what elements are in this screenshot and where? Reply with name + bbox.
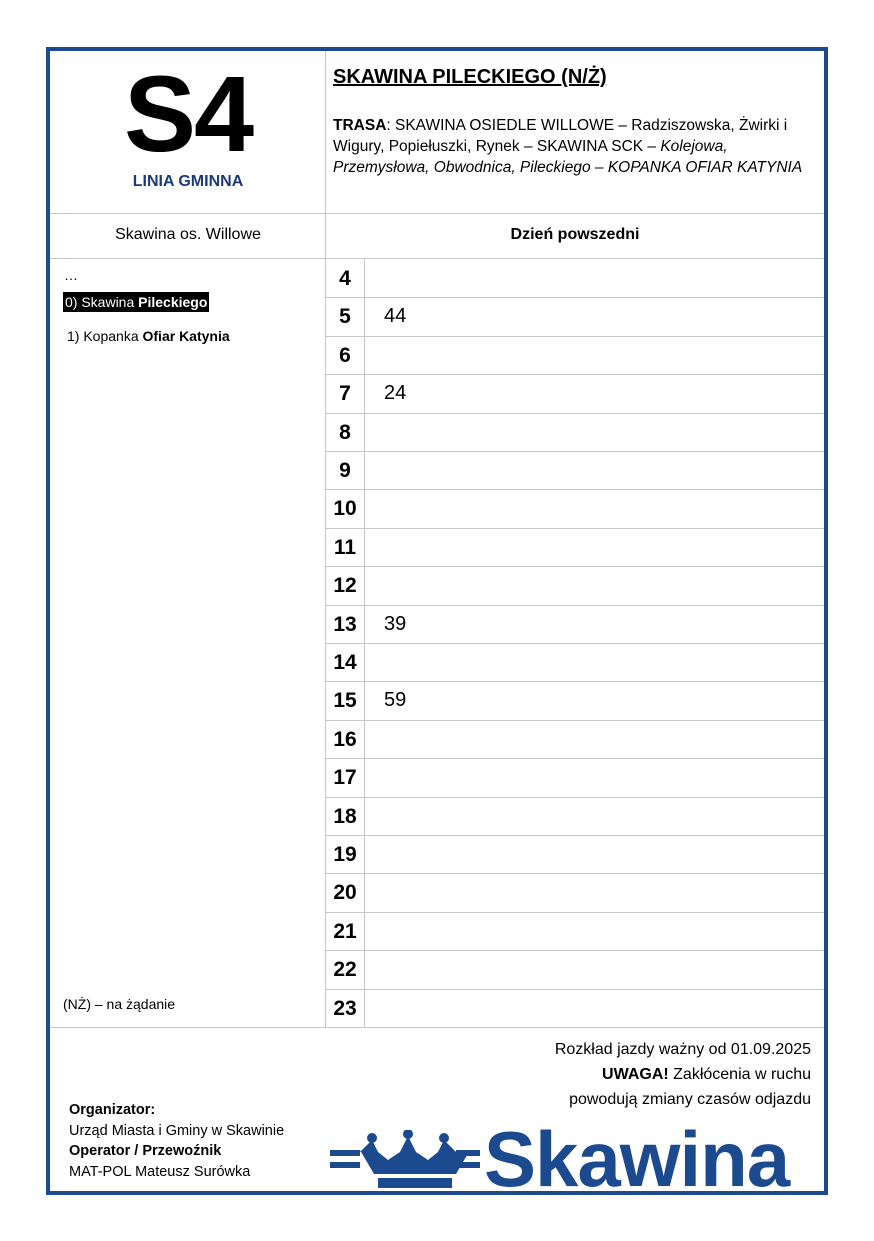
current-stop <box>63 292 209 312</box>
hour-cell: 9 <box>339 459 351 482</box>
line-type: LINIA GMINNA <box>132 173 244 190</box>
hour-cell: 6 <box>339 343 351 367</box>
route-part1: : SKAWINA OSIEDLE WILLOWE – Radziszowska, Żwirki i Wigury, Popiełuszki, Rynek – SKAWINA SCK – <box>333 117 788 155</box>
hour-cell: 4 <box>339 267 351 290</box>
operator-name: MAT-POL Mateusz Surówka <box>69 1163 251 1180</box>
warning-line <box>555 1062 811 1087</box>
hour-cell: 13 <box>333 612 357 636</box>
row-divider <box>326 797 824 798</box>
row-divider <box>326 297 824 298</box>
minutes-cell: 39 <box>384 612 407 635</box>
hour-cell: 19 <box>333 843 357 866</box>
row-divider <box>326 912 824 913</box>
row-divider <box>326 489 824 490</box>
row-divider <box>326 681 824 682</box>
row-divider <box>326 605 824 606</box>
row-divider <box>326 643 824 644</box>
minutes-cell: 44 <box>384 305 407 328</box>
row-divider <box>326 989 824 990</box>
route-description <box>333 115 823 178</box>
hour-cell: 14 <box>333 651 357 674</box>
minutes-cell: 59 <box>384 689 407 712</box>
hour-cell: 22 <box>333 958 357 982</box>
next-stop <box>67 326 230 346</box>
organizer-info <box>69 1100 284 1182</box>
hour-cell: 8 <box>339 420 351 444</box>
stops-ellipsis: … <box>64 267 78 283</box>
next-stop-name: Ofiar Katynia <box>142 328 230 344</box>
row-divider <box>326 758 824 759</box>
hour-cell: 15 <box>333 689 357 713</box>
line-code: S4 <box>123 53 253 174</box>
logo-text: Skawina <box>484 1115 790 1203</box>
route-label: TRASA <box>333 117 387 134</box>
warning-text-1: Zakłócenia w ruchu <box>668 1066 811 1083</box>
row-divider <box>326 835 824 836</box>
row-divider <box>326 873 824 874</box>
hour-cell: 11 <box>333 535 357 559</box>
hour-cell: 17 <box>333 766 357 790</box>
header-bottom-line <box>50 213 824 214</box>
current-stop-name: Pileckiego <box>138 294 208 310</box>
organizer-name: Urząd Miasta i Gminy w Skawinie <box>69 1122 285 1139</box>
route-part2: Kolejowa, Przemysłowa, Obwodnica, Pileckiego – KOPANKA OFIAR KATYNIA <box>333 138 803 176</box>
row-divider <box>326 336 824 337</box>
warning-text-2: powodują zmiany czasów odjazdu <box>569 1091 811 1108</box>
direction-label: Skawina os. Willowe <box>115 226 261 243</box>
hour-cell: 10 <box>333 497 357 521</box>
row-divider <box>326 413 824 414</box>
row-divider <box>326 528 824 529</box>
row-divider <box>326 451 824 452</box>
direction-bottom-line <box>50 258 824 259</box>
operator-label: Operator / Przewoźnik <box>69 1143 222 1159</box>
hour-cell: 21 <box>333 919 357 943</box>
valid-from: Rozkład jazdy ważny od 01.09.2025 <box>554 1041 811 1058</box>
hour-cell: 5 <box>339 305 351 329</box>
hour-cell: 23 <box>333 996 357 1020</box>
table-bottom-line <box>50 1027 824 1028</box>
hour-cell: 18 <box>333 804 357 828</box>
stops-list <box>64 268 230 356</box>
validity-info <box>555 1037 811 1112</box>
hour-cell: 12 <box>333 574 357 598</box>
minutes-cell: 24 <box>384 382 407 405</box>
stop-title: SKAWINA PILECKIEGO (N/Ż) <box>333 66 607 88</box>
legend-note: (NŻ) – na żądanie <box>63 996 176 1012</box>
hour-cell: 7 <box>339 382 351 406</box>
timetable-frame <box>46 47 828 1195</box>
day-type-label: Dzień powszedni <box>510 226 640 243</box>
organizer-label: Organizator: <box>69 1102 156 1118</box>
row-divider <box>326 566 824 567</box>
warning-label: UWAGA! <box>602 1066 669 1083</box>
row-divider <box>326 950 824 951</box>
row-divider <box>326 720 824 721</box>
current-stop-prefix: 0) Skawina <box>65 294 139 310</box>
hour-cell: 20 <box>333 881 357 905</box>
hour-cell: 16 <box>333 727 357 751</box>
row-divider <box>326 374 824 375</box>
next-stop-prefix: 1) Kopanka <box>67 328 143 344</box>
